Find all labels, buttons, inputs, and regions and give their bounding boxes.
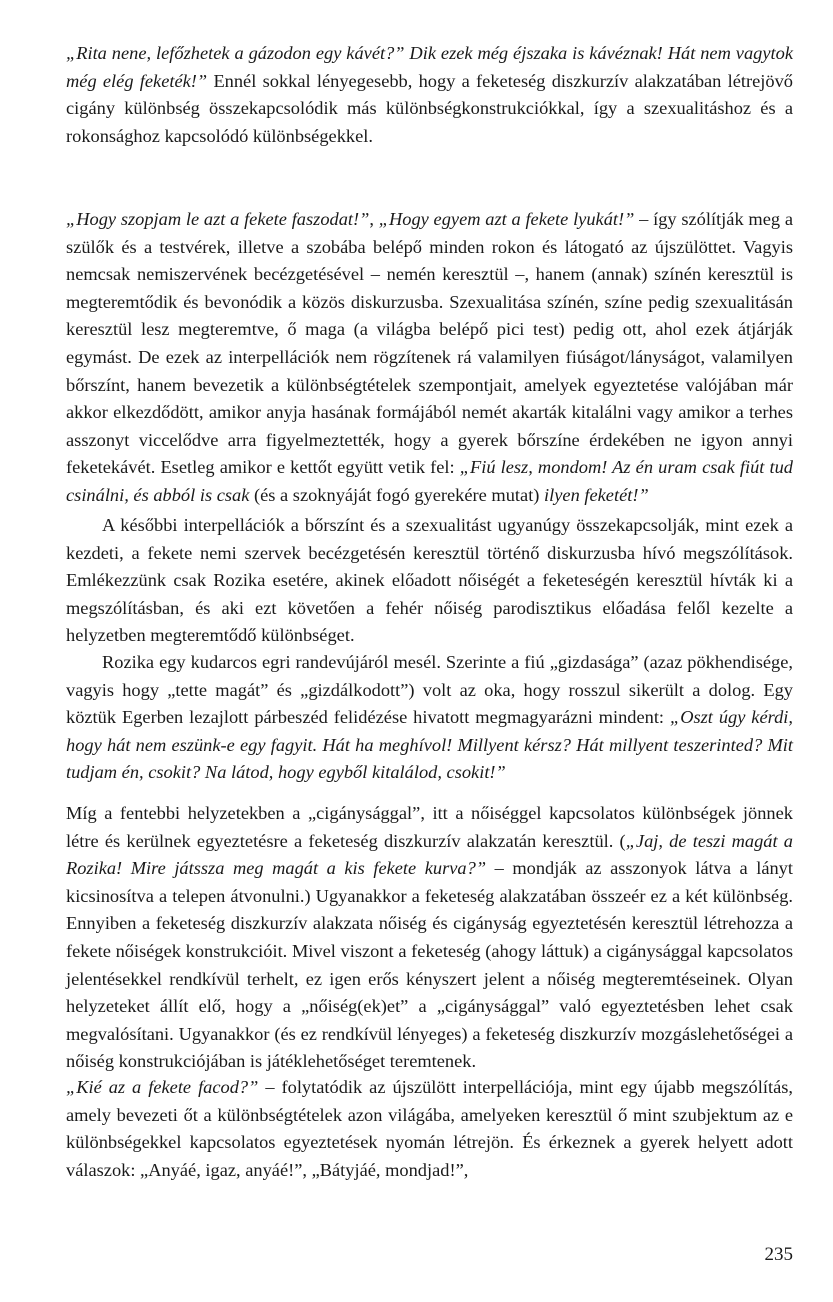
text-5a: Míg a fentebbi helyzetekben a „cigánysággal”, itt a nőiséggel kapcsolatos különbségek jönnek létre és kerülnek egyeztetésre a feketeség diszkurzív alakzatán keresztül. ( — [66, 803, 793, 851]
quote-2a: „Hogy szopjam le azt a fekete faszodat!” — [66, 209, 370, 229]
quote-1: „Rita nene, lefőzhetek a gázodon egy kávét?” Dik ezek még éjszaka is kávéznak! Hát nem vagytok még elég feketék!” — [66, 43, 793, 91]
paragraph-3 — [66, 512, 793, 650]
text-2a: , — [369, 209, 379, 229]
text-6: – folytatódik az újszülött interpellációja, mint egy újabb megszólítás, amely bevezeti őt a különbségtételek azon világába, amelyeken keresztül ő mint szubjektum az e különbségekkel kapcsolatos egyeztetések nyomán létrejön. És érkeznek a gyerek helyett adott válaszok: „Anyáé, igaz, anyáé!”, „Bátyjáé, mondjad!”, — [66, 1077, 794, 1180]
paragraph-1 — [66, 40, 793, 150]
quote-2b: „Hogy egyem azt a fekete lyukát!” — [378, 209, 635, 229]
quote-4: „Oszt úgy kérdi, hogy hát nem eszünk-e egy fagyit. Hát ha meghívol! Millyent kérsz? Hát millyent teszerinted? Mit tudjam én, csokit? Na látod, hogy egyből kitalálod, csokit!” — [66, 707, 793, 783]
paragraph-2 — [66, 206, 793, 510]
paragraph-4 — [66, 649, 793, 787]
text-2c: (és a szoknyáját fogó gyerekére mutat) — [249, 484, 545, 505]
page-number: 235 — [764, 1244, 793, 1265]
text-1: Ennél sokkal lényegesebb, hogy a feketeség diszkurzív alakzatában létrejövő cigány különbség összekapcsolódik más különbségkonstrukciókkal, így a szexualitáshoz és a rokonsághoz kapcsolódó különbségekkel. — [66, 70, 793, 146]
text-4a: Rozika egy kudarcos egri randevújáról mesél. Szerinte a fiú „gizdasága” (azaz pökhendisége, vagyis hogy „tette magát” és „gizdálkodott”) volt az oka, hogy rosszul sikerült a dolog. Egy köztük Egerben lezajlott párbeszéd felidézése hivatott megmagyarázni mindent: — [66, 652, 793, 728]
text-3: A későbbi interpellációk a bőrszínt és a szexualitást ugyanúgy összekapcsolják, mint ezek a kezdeti, a fekete nemi szervek becézgetésén keresztül történő diskurzusba hívó megszólítások. Emlékezzünk csak Rozika esetére, akinek előadott nőiségét a feketeségén keresztül hívták ki a megszólításban, és aki ezt követően a fehér nőiség parodisztikus előadása felől kezelte a helyzetben megteremtődő különbséget. — [66, 515, 793, 646]
quote-2c: „Fiú lesz, mondom! Az én uram csak fiút tud csinálni, és abból is csak — [66, 457, 793, 505]
paragraph-5 — [66, 800, 793, 1076]
quote-6: „Kié az a fekete facod?” — [66, 1077, 259, 1097]
text-2b: – így szólítják meg a szülők és a testvérek, illetve a szobába belépő minden rokon és látogató az újszülöttet. Vagyis nemcsak nemiszervének becézgetésével – nemén keresztül –, hanem (annak) színén keresztül is megteremtődik és bevonódik a közös diskurzusba. Szexualitása színén, színe pedig szexualitásán keresztül lesz megteremtve, ő maga (a világba belépő pici test) pedig ott, ahol ezek átjárják egymást. De ezek az interpellációk nem rögzítenek rá valamilyen fiúságot/lányságot, valamilyen bőrszínt, hanem bevezetik a különbségtételek szempontjait, amelyek egyeztetése valójában már akkor elkezdődött, amikor anyja hasának formájából nemét akarták kitalálni vagy amikor a terhes asszonyt viccelődve arra figyelmeztették, hogy a gyerek bőrszíne érdekében ne igyon annyi feketekávét. Esetleg amikor e kettőt együtt vetik fel: — [66, 209, 793, 478]
paragraph-6 — [66, 1074, 793, 1184]
quote-2d: ilyen feketét!” — [544, 484, 649, 505]
quote-5: „Jaj, de teszi magát a Rozika! Mire játssza meg magát a kis fekete kurva?” — [66, 830, 793, 879]
text-5b: – mondják az asszonyok látva a lányt kicsinosítva a telepen átvonulni.) Ugyanakkor a feketeség alakzatában összeér ez a két különbség. Ennyiben a feketeség diszkurzív alakzata nőiség és cigányság egyeztetésén keresztül létrehozza a fekete nőiségek konstrukcióit. Mivel viszont a feketeség (ahogy láttuk) a cigánysággal kapcsolatos jelentésekkel rendkívül terhelt, ez igen erős kényszert jelent a nőiség megteremtéseinek. Olyan helyzeteket állít elő, hogy a „nőiség(ek)et” a „cigánysággal” való egyeztetésben lehet csak megvalósítani. Ugyanakkor (és ez rendkívül lényeges) a feketeség diszkurzív mozgáslehetőségei a nőiség konstrukciójában is játéklehetőséget teremtenek. — [66, 858, 793, 1072]
